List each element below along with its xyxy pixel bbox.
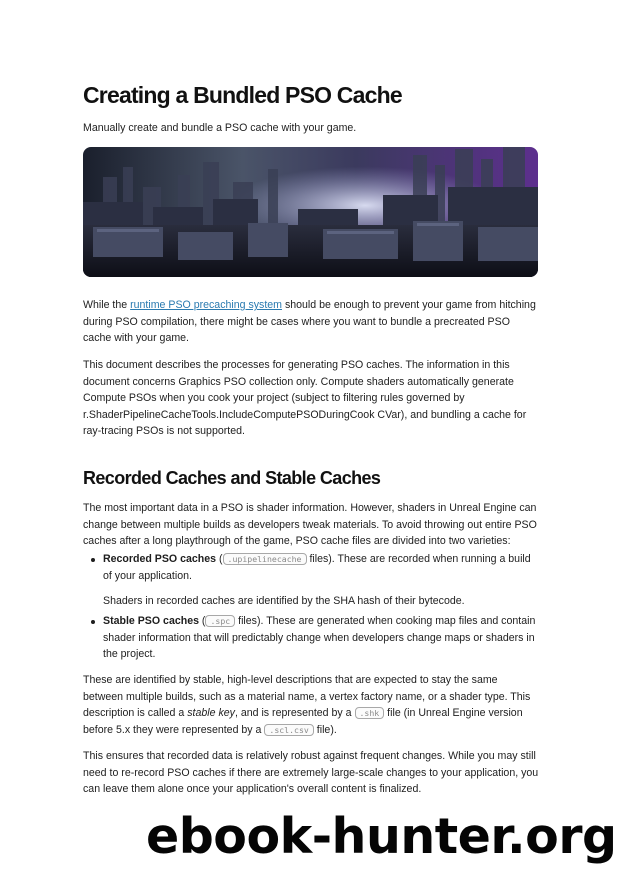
- intro-paragraph: [83, 297, 539, 347]
- stable-caches-label: Stable PSO caches: [103, 615, 199, 627]
- recorded-caches-label: Recorded PSO caches: [103, 553, 217, 565]
- stable-text-3: file (in Unreal Engine version before 5.x they were represented by a: [83, 707, 523, 736]
- paren-open: (: [216, 553, 223, 565]
- recorded-caches-description: files). These are recorded when running a build of your application.: [103, 553, 531, 582]
- stable-key-term: stable key: [187, 707, 235, 719]
- stable-text-2: , and is represented by a: [234, 707, 355, 719]
- closing-paragraph: This ensures that recorded data is relatively robust against frequent changes. While you may still need to re-record PSO caches if there are extremely large-scale changes to your application, you can leave them alone once your application's overall content is finalized.: [83, 750, 539, 795]
- description-paragraph: This document describes the processes for generating PSO caches. The information in this document concerns Graphics PSO collection only. Compute shaders automatically generate Compute PSOs when you cook your project (subject to filtering rules governed by r.ShaderPipelineCacheTools.IncludeComputePSODuringCook CVar), and bundling a cache for ray-tracing PSOs is not supported.: [83, 359, 527, 437]
- stable-text-1: These are identified by stable, high-level descriptions that are expected to stay the same between multiple builds, such as a material name, a vertex factory name, or a shader type. This description is called a: [83, 674, 531, 719]
- list-item: [103, 613, 539, 663]
- list-item-note: Shaders in recorded caches are identified by the SHA hash of their bytecode.: [103, 595, 465, 607]
- section-paragraph: The most important data in a PSO is shader information. However, shaders in Unreal Engine can change between multiple builds as developers tweak materials. To avoid throwing out entire PSO caches after a long playthrough of the game, PSO cache files are divided into two varieties:: [83, 502, 537, 547]
- stable-text-4: file).: [313, 723, 337, 736]
- city-skyline-image: [83, 147, 538, 277]
- intro-text-end: should be enough to prevent your game from hitching during PSO compilation, there might be cases where you want to bundle a precreated PSO cache with your game.: [83, 299, 536, 344]
- shk-code: .shk: [355, 707, 385, 719]
- intro-text-start: While the: [83, 299, 131, 311]
- section-heading: Recorded Caches and Stable Caches: [83, 468, 381, 488]
- stable-caches-description: files). These are generated when cooking map files and contain shader information that will predictably change when developers change maps or shaders in the project.: [103, 615, 536, 660]
- paren-open: (: [198, 615, 206, 627]
- stable-key-paragraph: [83, 672, 539, 738]
- upipelinecache-code: .upipelinecache: [223, 553, 307, 565]
- page-subtitle: Manually create and bundle a PSO cache with your game.: [83, 122, 357, 134]
- scl-csv-code: .scl.csv: [264, 724, 313, 736]
- runtime-pso-precaching-link[interactable]: runtime PSO precaching system: [130, 299, 283, 311]
- spc-code: .spc: [205, 615, 235, 627]
- page-title: Creating a Bundled PSO Cache: [83, 82, 402, 108]
- watermark-text: ebook-hunter.org: [146, 808, 617, 865]
- list-item: [103, 551, 539, 584]
